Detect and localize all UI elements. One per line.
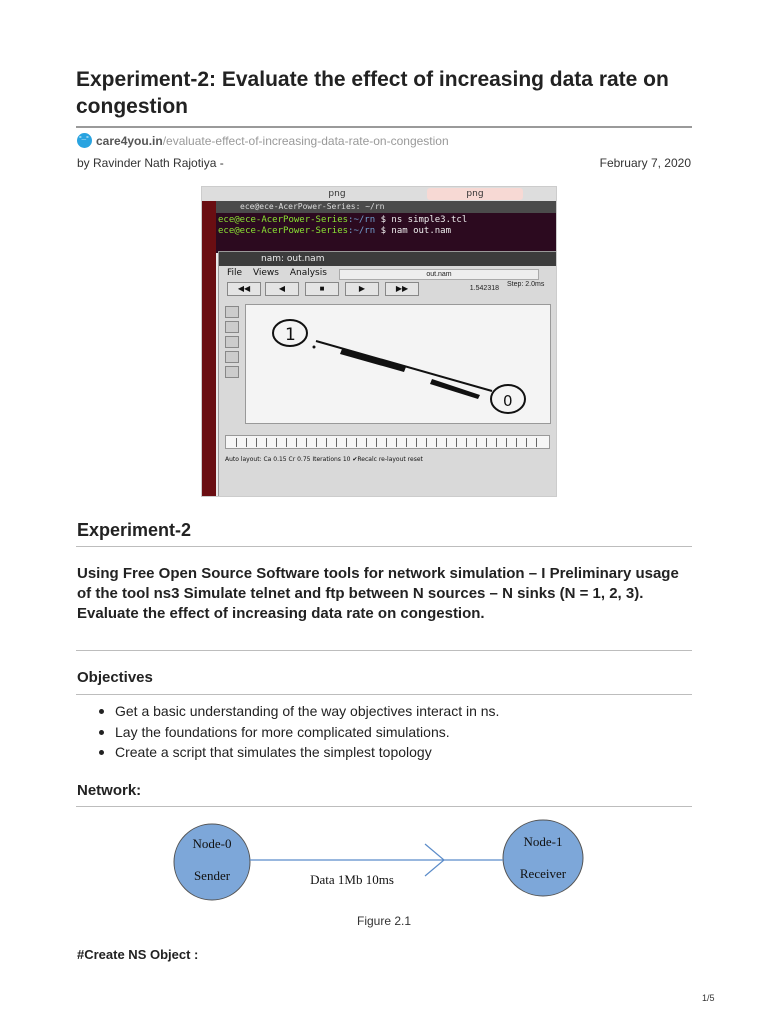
- menu-file: File: [227, 268, 243, 278]
- tab-png-2: png: [427, 188, 523, 200]
- network-diagram-svg: [170, 818, 590, 908]
- nam-packet-stream: [340, 349, 406, 372]
- network-heading: Network:: [77, 782, 142, 799]
- source-line[interactable]: [77, 133, 449, 148]
- terminal-line: ece@ece-AcerPower-Series:~/rn $ nam out.nam: [218, 226, 452, 236]
- node-1-name: Node-1: [523, 834, 563, 849]
- author-byline: by Ravinder Nath Rajotiya -: [77, 156, 224, 170]
- link-label: Data 1Mb 10ms: [310, 872, 394, 887]
- nam-file-label: out.nam: [339, 269, 539, 280]
- node-1-role: Receiver: [519, 866, 567, 881]
- figure-caption: Figure 2.1: [356, 914, 412, 928]
- section-heading: Experiment-2: [77, 520, 192, 540]
- node-0-role: Sender: [193, 868, 231, 883]
- terminal-titlebar: ece@ece-AcerPower-Series: ~/rn: [216, 201, 557, 213]
- menu-analysis: Analysis: [289, 268, 327, 278]
- nam-layout-bar: Auto layout: Ca 0.15 Cr 0.75 Iterations 10 ✔Recalc re-layout reset: [225, 456, 423, 463]
- source-domain[interactable]: care4you.in: [96, 133, 163, 148]
- diamond-icon: [225, 366, 239, 378]
- objectives-list: [97, 702, 499, 764]
- network-divider: [76, 806, 692, 807]
- stop-icon: ■: [305, 282, 339, 296]
- objectives-heading: Objectives: [77, 669, 153, 686]
- menu-views: Views: [252, 268, 279, 278]
- source-path[interactable]: /evaluate-effect-of-increasing-data-rate-on-congestion: [162, 133, 449, 148]
- rewind-fast-icon: ◀◀: [227, 282, 261, 296]
- circle-icon: [225, 351, 239, 363]
- page-number: 1/5: [702, 993, 715, 1003]
- list-item: Get a basic understanding of the way objectives interact in ns.: [97, 702, 499, 723]
- desktop-sidebar: [202, 201, 216, 497]
- node-0-name: Node-0: [192, 836, 232, 851]
- create-ns-heading: #Create NS Object :: [77, 947, 199, 962]
- title-divider: [76, 126, 692, 128]
- terminal-line: ece@ece-AcerPower-Series:~/rn $ ns simple3.tcl: [218, 215, 468, 225]
- node-1-circle: [503, 820, 583, 896]
- play-icon: ▶: [345, 282, 379, 296]
- rewind-icon: ◀: [265, 282, 299, 296]
- network-diagram: [170, 818, 590, 908]
- nam-packet-dot: [313, 346, 316, 349]
- zoom-in-icon: [225, 306, 239, 318]
- zoom-out-icon: [225, 321, 239, 333]
- nam-node-0-label: 0: [503, 392, 513, 410]
- nam-timeline: [225, 435, 550, 449]
- lead-divider: [76, 650, 692, 651]
- nam-node-1-label: 1: [285, 325, 296, 345]
- nam-screenshot: [201, 186, 557, 497]
- nam-step-label: Step: 2.0ms: [507, 281, 545, 288]
- nam-titlebar: nam: out.nam: [219, 252, 557, 266]
- terminal-output: [216, 213, 557, 253]
- list-item: Lay the foundations for more complicated simulations.: [97, 723, 499, 744]
- nam-link: [316, 341, 492, 391]
- experiment-description: Using Free Open Source Software tools for network simulation – I Preliminary usage of the tool ns3 Simulate telnet and ftp between N sources – N sinks (N = 1, 2, 3). Evaluate the effect of increasing data rate on congestion.: [77, 565, 679, 622]
- objectives-divider: [76, 694, 692, 695]
- publish-date: February 7, 2020: [599, 156, 691, 170]
- nam-animation-canvas: [245, 304, 551, 424]
- nam-zoom-tools: [225, 306, 239, 381]
- browser-tab-strip: [202, 187, 557, 201]
- edit-icon: [225, 336, 239, 348]
- site-favicon-icon: [77, 133, 92, 148]
- nam-time-readout: 1.542318: [469, 285, 499, 292]
- nam-window: [218, 251, 557, 497]
- article-title: Experiment-2: Evaluate the effect of increasing data rate on congestion: [76, 68, 669, 118]
- section-divider: [76, 546, 692, 547]
- nam-packet-stream: [430, 379, 480, 399]
- nam-topology-drawing: [246, 305, 552, 425]
- list-item: Create a script that simulates the simplest topology: [97, 743, 499, 764]
- forward-fast-icon: ▶▶: [385, 282, 419, 296]
- tab-png-1: png: [328, 189, 346, 199]
